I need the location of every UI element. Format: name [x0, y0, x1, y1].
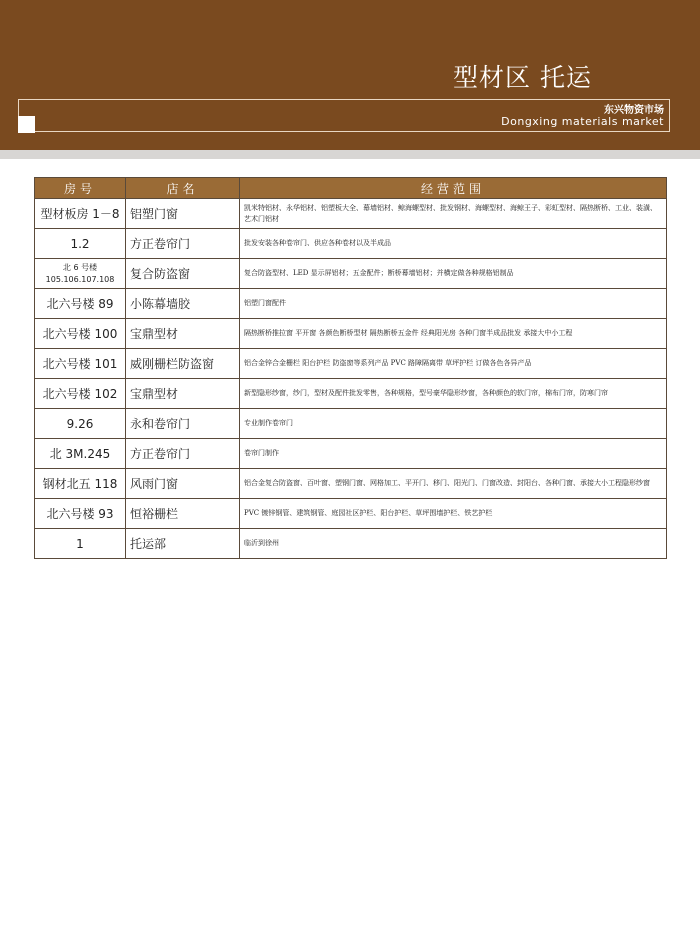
table-row [35, 319, 667, 349]
page-title: 型材区 托运 [453, 63, 592, 92]
header-divider-band [0, 150, 700, 159]
page-header [0, 0, 700, 150]
room-number: 北六号楼 93 [35, 499, 126, 529]
business-scope: 专业制作卷帘门 [240, 409, 667, 439]
market-table [34, 177, 667, 559]
table-row [35, 259, 667, 289]
shop-name: 铝塑门窗 [126, 199, 240, 229]
business-scope: 新型隐形纱窗，纱门，型材及配件批发零售，各种规格，型号豪华隐形纱窗，各种颜色的软门帘，棉布门帘，防寒门帘 [240, 379, 667, 409]
shop-name: 托运部 [126, 529, 240, 559]
room-number: 北六号楼 100 [35, 319, 126, 349]
brand-name-cn: 东兴物资市场 [604, 105, 664, 116]
business-scope: 铝合金锌合金栅栏 阳台护栏 防盗窗等系列产品 PVC 路障隔离带 草坪护栏 订做各色各异产品 [240, 349, 667, 379]
shop-name: 宝鼎型材 [126, 379, 240, 409]
table-row [35, 229, 667, 259]
shop-name: 风雨门窗 [126, 469, 240, 499]
table-row [35, 379, 667, 409]
business-scope: 凯米特铝材、永华铝材、铝塑板大全、幕墙铝材、鲸海螺型材、批发钢材、海螺型材、海鲸王子、彩虹型材、隔热断桥、工业、装潢、艺术门铝材 [240, 199, 667, 229]
business-scope: 隔热断桥推拉窗 平开窗 各颜色断桥型材 隔热断桥五金件 经典阳光房 各种门窗半成品批发 承接大中小工程 [240, 319, 667, 349]
room-number: 北六号楼 89 [35, 289, 126, 319]
room-number: 北六号楼 101 [35, 349, 126, 379]
column-header-shop: 店名 [126, 178, 240, 199]
shop-name: 复合防盗窗 [126, 259, 240, 289]
shop-name: 方正卷帘门 [126, 229, 240, 259]
table-header-row [35, 178, 667, 199]
room-number: 北六号楼 102 [35, 379, 126, 409]
table-row [35, 199, 667, 229]
business-scope: 铝合金复合防盗窗、百叶窗、塑钢门窗、网格加工、平开门、移门、阳光门、门窗改造、封阳台、各种门窗、承接大小工程隐形纱窗 [240, 469, 667, 499]
table-row [35, 349, 667, 379]
header-square-decoration [18, 116, 35, 133]
room-number: 钢材北五 118 [35, 469, 126, 499]
room-number: 型材板房 1－8 [35, 199, 126, 229]
room-number: 北 3M.245 [35, 439, 126, 469]
room-number: 北 6 号楼 105.106.107.108 [35, 259, 126, 289]
business-scope: 临沂到徐州 [240, 529, 667, 559]
business-scope: PVC 镀锌钢管、建筑钢管、庭园社区护栏、阳台护栏、草坪围墙护栏、铁艺护栏 [240, 499, 667, 529]
business-scope: 铝塑门窗配件 [240, 289, 667, 319]
shop-name: 宝鼎型材 [126, 319, 240, 349]
business-scope: 卷帘门制作 [240, 439, 667, 469]
room-number: 1.2 [35, 229, 126, 259]
column-header-room: 房号 [35, 178, 126, 199]
column-header-scope: 经营范围 [240, 178, 667, 199]
room-number: 1 [35, 529, 126, 559]
table-row [35, 499, 667, 529]
room-number: 9.26 [35, 409, 126, 439]
table-row [35, 439, 667, 469]
shop-name: 方正卷帘门 [126, 439, 240, 469]
shop-name: 威刚栅栏防盗窗 [126, 349, 240, 379]
business-scope: 批发安装各种卷帘门、供应各种卷材以及半成品 [240, 229, 667, 259]
shop-name: 小陈幕墙胶 [126, 289, 240, 319]
table-row [35, 409, 667, 439]
table-row [35, 469, 667, 499]
brand-name-en: Dongxing materials market [501, 115, 664, 128]
shop-name: 永和卷帘门 [126, 409, 240, 439]
table-row [35, 289, 667, 319]
shop-name: 恒裕栅栏 [126, 499, 240, 529]
table-row [35, 529, 667, 559]
business-scope: 复合防盗型材、LED 显示屏铝材；五金配件；断桥幕墙铝材；并横定做各种规格铝制品 [240, 259, 667, 289]
